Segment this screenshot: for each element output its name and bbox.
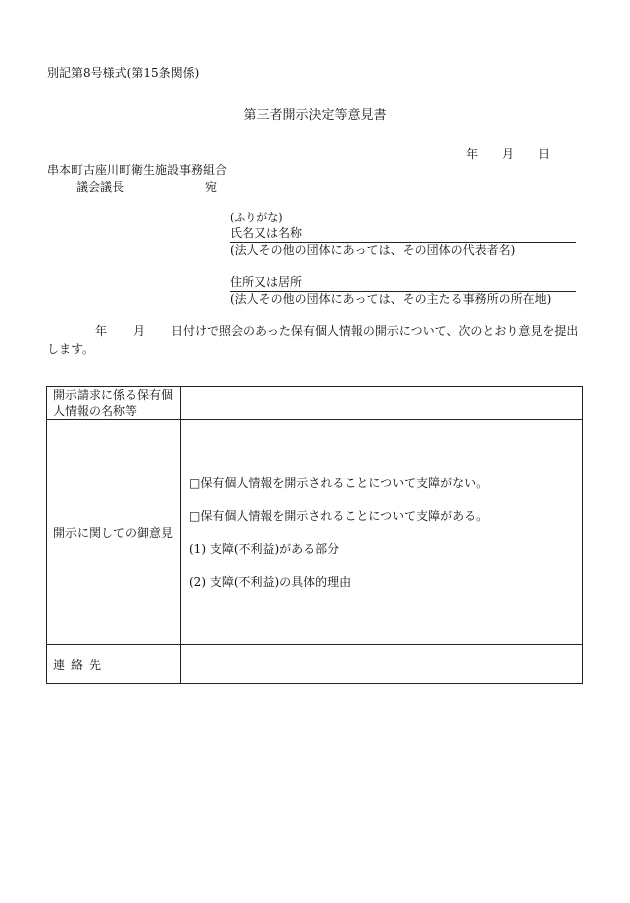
contact-field[interactable] [181, 645, 583, 684]
name-field[interactable]: 氏名又は名称 [230, 224, 576, 243]
request-info-label: 開示請求に係る保有個人情報の名称等 [47, 387, 181, 420]
body-paragraph [47, 322, 587, 358]
table-row [47, 387, 583, 420]
date-line [466, 145, 550, 162]
body-text: 日付けで照会のあった保有個人情報の開示について、次のとおり意見を提出します。 [47, 324, 579, 356]
table-row [47, 645, 583, 684]
table-row [47, 420, 583, 645]
opinion-table [46, 386, 583, 684]
body-year: 年 [95, 324, 108, 338]
contact-label: 連絡先 [47, 645, 181, 684]
date-month: 月 [502, 147, 515, 161]
option-no-issue[interactable]: □保有個人情報を開示されることについて支障がない。 [189, 475, 489, 490]
opinion-options [187, 475, 576, 590]
opinion-label: 開示に関しての御意見 [47, 420, 181, 645]
request-info-field[interactable] [181, 387, 583, 420]
address-field[interactable]: 住所又は居所 [230, 273, 576, 292]
name-note: (法人その他の団体にあっては、その団体の代表者名) [230, 243, 516, 257]
body-month: 月 [133, 324, 146, 338]
item-affected-part: (1) 支障(不利益)がある部分 [189, 541, 340, 556]
document-title: 第三者開示決定等意見書 [243, 108, 387, 123]
item-specific-reason: (2) 支障(不利益)の具体的理由 [189, 574, 352, 589]
date-year: 年 [466, 147, 479, 161]
addressee-title: 議会議長 [76, 180, 125, 194]
opinion-field[interactable] [181, 420, 583, 645]
addressee-suffix: 宛 [205, 180, 218, 194]
date-day: 日 [538, 147, 551, 161]
option-issue[interactable]: □保有個人情報を開示されることについて支障がある。 [189, 508, 489, 523]
address-note: (法人その他の団体にあっては、その主たる事務所の所在地) [230, 292, 552, 306]
furigana-label: (ふりがな) [230, 211, 283, 224]
addressee-organization: 串本町古座川町衛生施設事務組合 [47, 163, 228, 177]
form-number-label: 別記第8号様式(第15条関係) [47, 66, 200, 80]
